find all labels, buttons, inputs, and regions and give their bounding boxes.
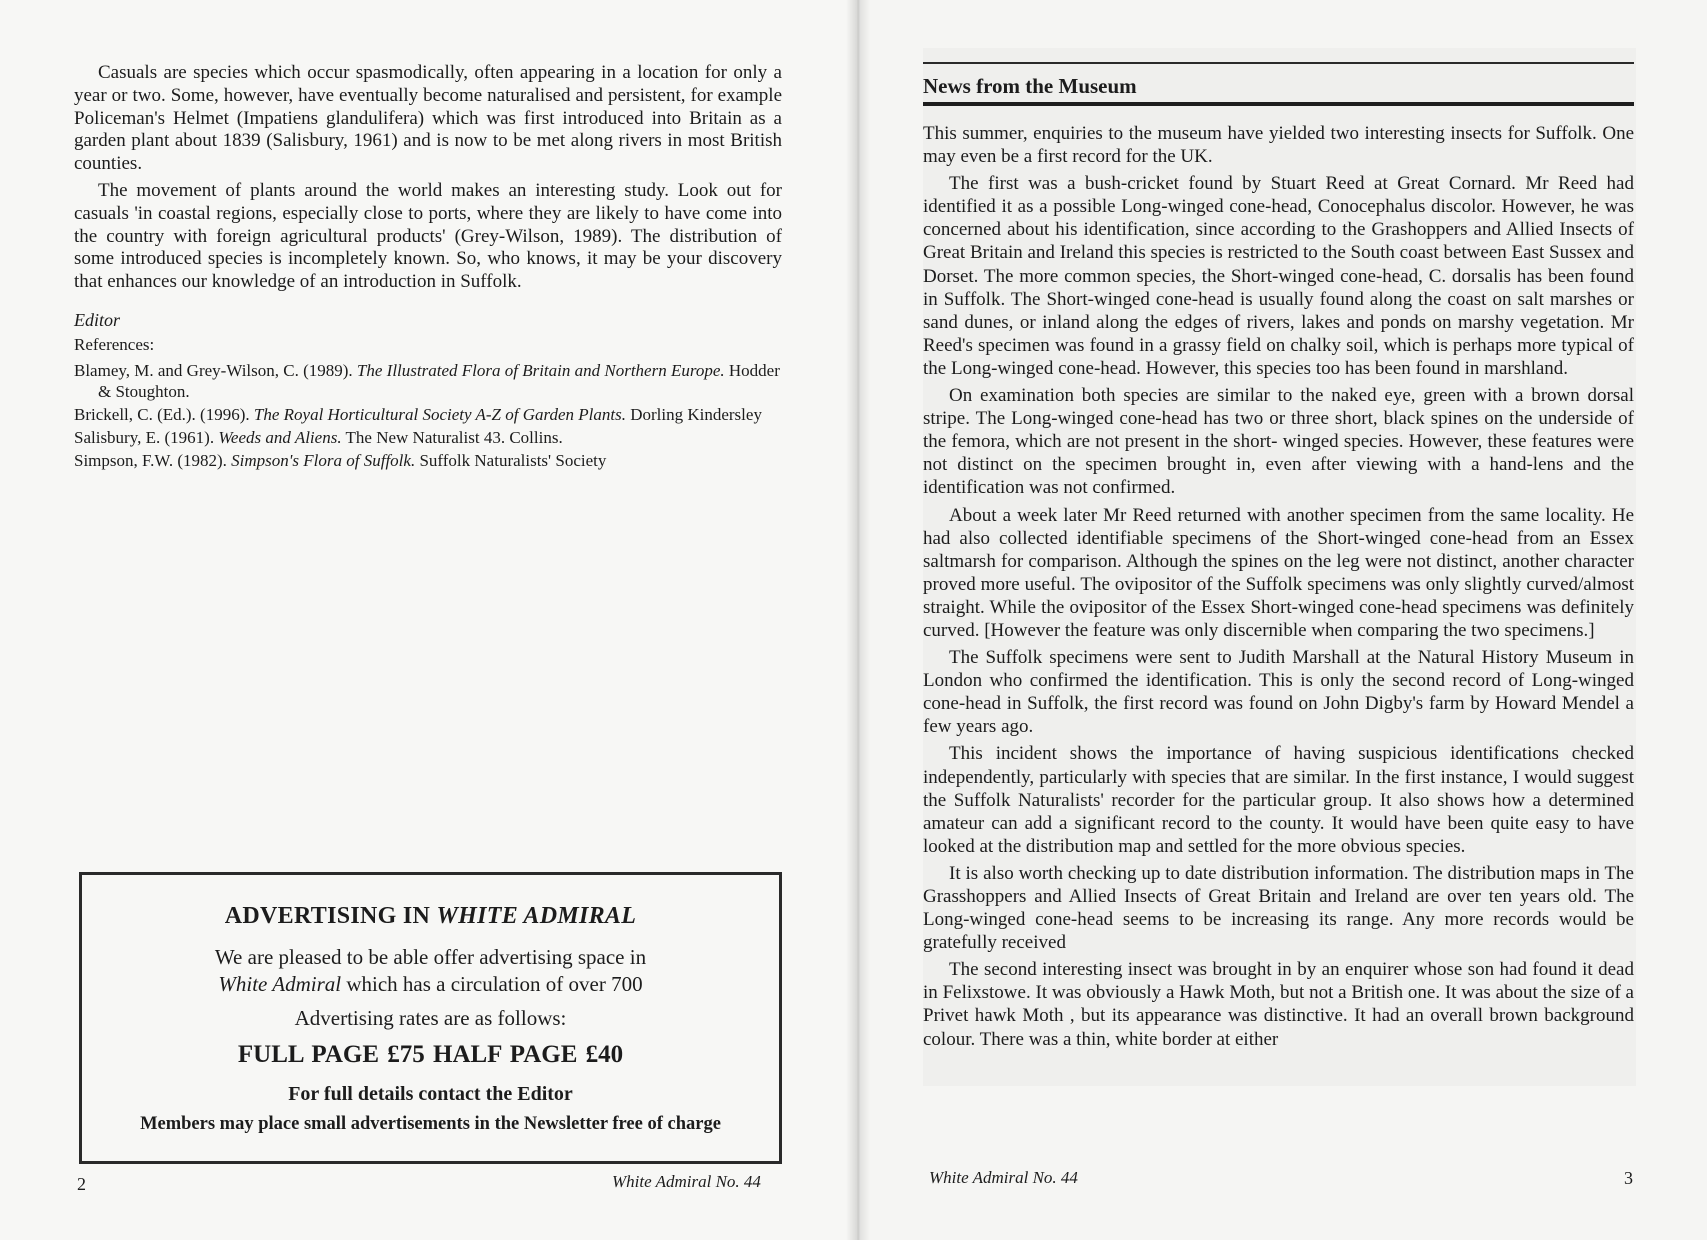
advert-title	[82, 903, 779, 930]
editor-signature: Editor	[74, 309, 121, 330]
body-paragraph: The first was a bush-cricket found by Stuart Reed at Great Cornard. Mr Reed had identified it as a possible Long-winged cone-head, Conocephalus discolor. However, he was concerned about his identification, since according to the Grashoppers and Allied Insects of Great Britain and Ireland this species is restricted to the South coast between East Sussex and Dorset. The more common species, the Short-winged cone-head, C. dorsalis has been found in Suffolk. The Short-winged cone-head is usually found along the coast on salt marshes or sand dunes, or inland along the edges of rivers, lakes and ponds on marshy vegetation. Mr Reed's specimen was found in a grassy field on chalky soil, which is perhaps more typical of the Long-winged cone-head. However, this species too has been found in marshland.	[923, 173, 1634, 379]
page-number: 2	[77, 1174, 86, 1194]
body-paragraph: Casuals are species which occur spasmodically, often appearing in a location for only a year or two. Some, however, have eventually become naturalised and persistent, for example Policeman's Helmet (Impatiens glandulifera) which was first introduced into Britain as a garden plant about 1839 (Salisbury, 1961) and is now to be met along rivers in most British counties.	[74, 62, 782, 175]
reference-authors: Salisbury, E. (1961).	[74, 427, 219, 447]
body-paragraph: This summer, enquiries to the museum have yielded two interesting insects for Suffolk. One may even be a first record for the UK.	[923, 123, 1634, 168]
reference-publisher: Dorling Kindersley	[625, 404, 762, 424]
advert-line	[82, 971, 779, 998]
reference-item	[74, 360, 782, 402]
references-list	[74, 360, 782, 471]
advert-contact: For full details contact the Editor	[288, 1083, 573, 1105]
body-paragraph: This incident shows the importance of having suspicious identifications checked independently, particularly with species that are similar. In the first instance, I would suggest the Suffolk Naturalists' recorder for the particular group. It also shows how a determined amateur can add a significant record to the county. It would have been quite easy to have looked at the distribution map and settled for the more obvious species.	[923, 743, 1634, 857]
reference-publisher: Suffolk Naturalists' Society	[415, 450, 607, 470]
page-footer: White Admiral No. 44	[612, 1172, 761, 1191]
section-heading: News from the Museum	[923, 74, 1137, 98]
heading-rule-top	[923, 62, 1634, 64]
reference-authors: Blamey, M. and Grey-Wilson, C. (1989).	[74, 360, 357, 380]
reference-title: Weeds and Aliens.	[218, 427, 342, 447]
reference-title: Simpson's Flora of Suffolk.	[231, 450, 416, 470]
advert-members-note: Members may place small advertisements in the Newsletter free of charge	[140, 1114, 721, 1134]
advert-rates-heading: Advertising rates are as follows:	[294, 1006, 567, 1030]
references-heading: References:	[74, 334, 155, 354]
body-paragraph: It is also worth checking up to date distribution information. The distribution maps in The Grasshoppers and Allied Insects of Great Britain and Ireland are over ten years old. The Long-winged cone-head seems to be increasing its range. Any more records would be gratefully received	[923, 862, 1634, 954]
advert-line: We are pleased to be able offer advertising space in	[214, 945, 647, 969]
reference-item	[74, 404, 782, 425]
reference-title: The Royal Horticultural Society A-Z of Garden Plants.	[253, 404, 626, 424]
body-paragraph: About a week later Mr Reed returned with another specimen from the same locality. He had also collected identifiable specimens of the Short-winged cone-head from an Essex saltmarsh for comparison. Although the spines on the leg were not distinct, another character proved more useful. The ovipositor of the Suffolk specimens was only slightly curved/almost straight. While the ovipositor of the Essex Short-winged cone-head specimens was definitely curved. [However the feature was only discernible when comparing the two specimens.]	[923, 504, 1634, 641]
reference-publisher: The New Naturalist 43. Collins.	[341, 427, 563, 447]
advert-prices: FULL PAGE £75 HALF PAGE £40	[237, 1041, 624, 1068]
reference-authors: Brickell, C. (Ed.). (1996).	[74, 404, 254, 424]
reference-authors: Simpson, F.W. (1982).	[74, 450, 232, 470]
left-article	[74, 62, 782, 473]
page-number: 3	[1624, 1168, 1633, 1188]
advert-title-prefix: ADVERTISING IN	[224, 903, 437, 929]
advert-circulation: which has a circulation of over 700	[341, 972, 643, 996]
right-article	[923, 122, 1634, 1051]
body-paragraph: The Suffolk specimens were sent to Judith Marshall at the Natural History Museum in London who confirmed the identification. This is only the second record of Long-winged cone-head in Suffolk, the first record was found on John Digby's farm by Howard Mendel a few years ago.	[923, 647, 1634, 738]
advertising-box	[79, 872, 782, 1164]
reference-item	[74, 450, 782, 471]
body-paragraph: The movement of plants around the world makes an interesting study. Look out for casuals 'in coastal regions, especially close to ports, where they are likely to have come into the country with foreign agricultural products' (Grey-Wilson, 1989). The distribution of some introduced species is incompletely known. So, who knows, it may be your discovery that enhances our knowledge of an introduction in Suffolk.	[74, 179, 782, 293]
advert-title-magazine: WHITE ADMIRAL	[436, 903, 637, 929]
reference-title: The Illustrated Flora of Britain and Northern Europe.	[356, 360, 725, 380]
reference-publisher: Hodder & Stoughton.	[98, 360, 780, 401]
heading-rule-bottom	[923, 102, 1634, 106]
book-gutter	[846, 0, 870, 1240]
page-footer: White Admiral No. 44	[929, 1168, 1078, 1187]
body-paragraph: On examination both species are similar to the naked eye, green with a brown dorsal stripe. The Long-winged cone-head has two or three short, black spines on the underside of the femora, which are not present in the short- winged species. However, these features were not distinct on the specimen brought in, even after viewing with a hand-lens and the identification was not confirmed.	[923, 385, 1634, 499]
body-paragraph: The second interesting insect was brought in by an enquirer whose son had found it dead in Felixstowe. It was obviously a Hawk Moth, but not a British one. It was about the size of a Privet hawk Moth , but its appearance was distinctive. It had an overall brown background colour. There was a thin, white border at either	[923, 959, 1634, 1050]
advert-magazine-name: White Admiral	[218, 972, 342, 996]
reference-item	[74, 427, 782, 448]
